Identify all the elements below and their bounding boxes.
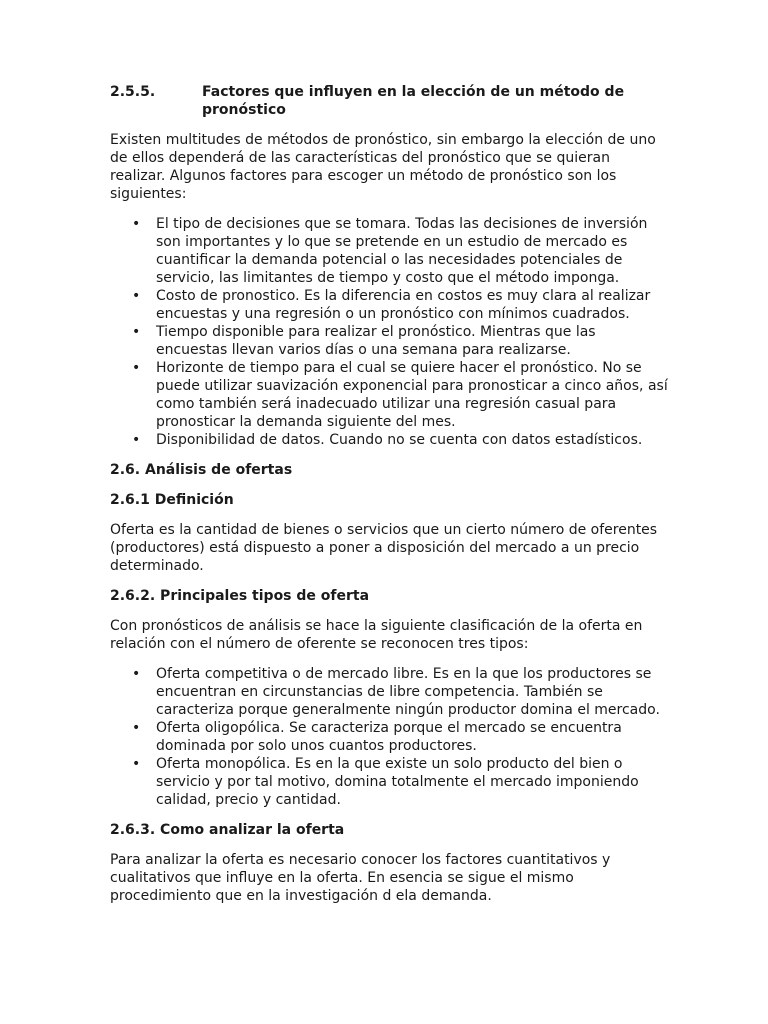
list-item: • Oferta competitiva o de mercado libre. Es en la que los productores se encuentran en circunstancias de libre competencia. También se caracteriza porque generalmente ningún productor domina el mercado. [110,665,668,719]
heading-2-5-5 [110,83,668,119]
heading-2-6-3: 2.6.3. Como analizar la oferta [110,822,345,838]
paragraph-analyze-offer: Para analizar la oferta es necesario conocer los factores cuantitativos y cualitativos que influye en la oferta. En esencia se sigue el mismo procedimiento que en la investigación d ela demanda. [110,852,611,904]
heading-title: Factores que influyen en la elección de un método de pronóstico [202,84,625,118]
list-item: • Costo de pronostico. Es la diferencia en costos es muy clara al realizar encuestas y una regresión o un pronóstico con mínimos cuadrados. [110,287,668,323]
offer-types-list [110,665,668,809]
list-item: • Oferta oligopólica. Se caracteriza porque el mercado se encuentra dominada por solo unos cuantos productores. [110,719,668,755]
forecast-factors-list [110,215,668,449]
list-item: • El tipo de decisiones que se tomara. Todas las decisiones de inversión son importantes y lo que se pretende en un estudio de mercado es cuantificar la demanda potencial o las necesidades potenciales de servicio, las limitantes de tiempo y costo que el método imponga. [110,215,668,287]
heading-number: 2.5.5. [110,84,156,100]
paragraph-forecast-intro: Existen multitudes de métodos de pronóstico, sin embargo la elección de uno de ellos dependerá de las características del pronóstico que se quieran realizar. Algunos factores para escoger un método de pronóstico son los siguientes: [110,132,656,202]
heading-2-6-2: 2.6.2. Principales tipos de oferta [110,588,370,604]
paragraph-definition: Oferta es la cantidad de bienes o servicios que un cierto número de oferentes (productores) está dispuesto a poner a disposición del mercado a un precio determinado. [110,522,658,574]
paragraph-offer-types-intro: Con pronósticos de análisis se hace la siguiente clasificación de la oferta en relación con el número de oferente se reconocen tres tipos: [110,618,643,652]
list-item: • Horizonte de tiempo para el cual se quiere hacer el pronóstico. No se puede utilizar suavización exponencial para pronosticar a cinco años, así como también será inadecuado utilizar una regresión casual para pronosticar la demanda siguiente del mes. [110,359,668,431]
list-item: • Tiempo disponible para realizar el pronóstico. Mientras que las encuestas llevan varios días o una semana para realizarse. [110,323,668,359]
list-item: • Oferta monopólica. Es en la que existe un solo producto del bien o servicio y por tal motivo, domina totalmente el mercado imponiendo calidad, precio y cantidad. [110,755,668,809]
heading-2-6: 2.6. Análisis de ofertas [110,462,293,478]
list-item: • Disponibilidad de datos. Cuando no se cuenta con datos estadísticos. [110,431,668,449]
heading-2-6-1: 2.6.1 Definición [110,492,234,508]
